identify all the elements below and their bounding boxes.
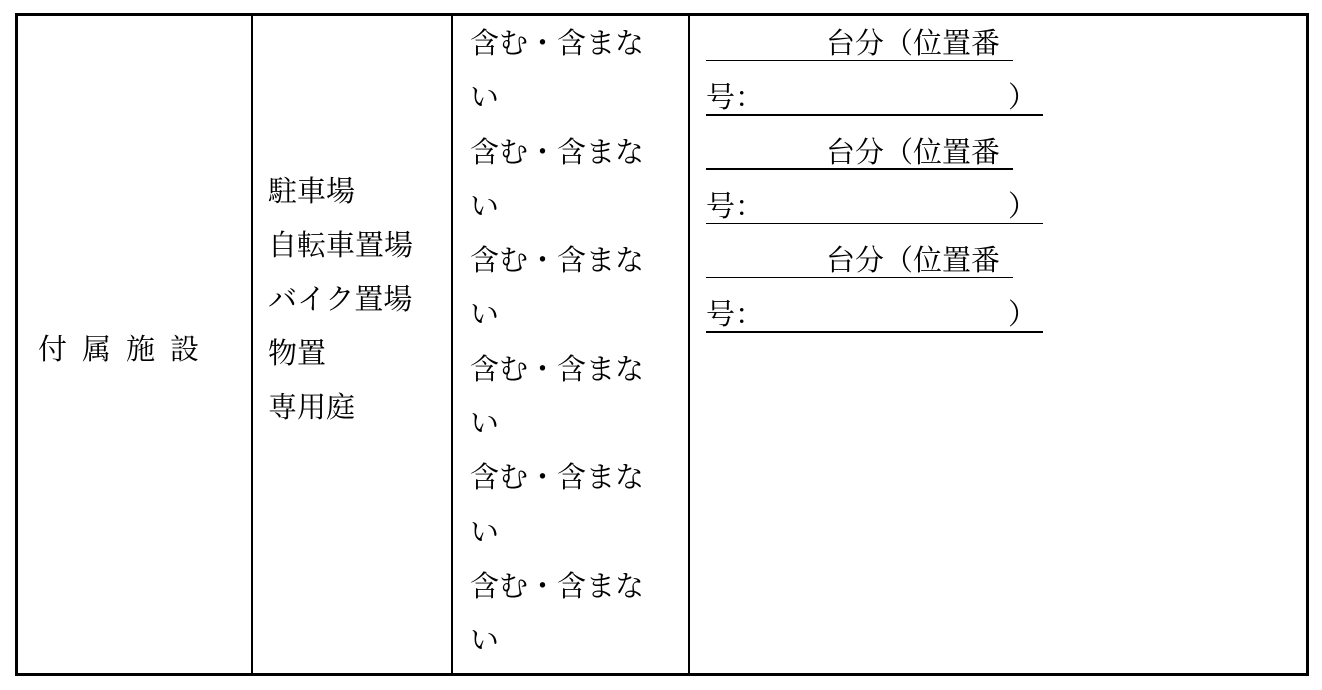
facility-item: 物置: [268, 336, 327, 370]
inclusion-option: 含む・含まな: [470, 243, 645, 278]
parking-space-list: [706, 16, 1043, 342]
position-number-field: [706, 287, 1043, 341]
space-count-field: [706, 16, 1043, 70]
inclusion-option: 含む・含まな: [470, 26, 645, 60]
close-paren: ）: [1007, 188, 1037, 223]
fill-in-underline: [706, 277, 1013, 279]
space-count-field: [706, 125, 1043, 179]
fill-in-underline: [706, 114, 1043, 116]
inclusion-option-wrap: い: [470, 623, 500, 658]
position-number-field: [706, 179, 1043, 233]
inclusion-option: 含む・含まな: [470, 351, 645, 386]
units-label: 台分（位置番: [826, 26, 1001, 60]
close-paren: ）: [1007, 80, 1037, 115]
fill-in-underline: [706, 60, 1013, 62]
space-count-field: [706, 233, 1043, 287]
inclusion-option: 含む・含まな: [470, 568, 645, 603]
fill-in-underline: [706, 331, 1043, 333]
column-divider-3: [688, 16, 690, 673]
inclusion-option-wrap: い: [470, 297, 500, 332]
position-number-label: 号：: [706, 188, 765, 223]
facility-item: バイク置場: [268, 282, 413, 316]
facility-item: 駐車場: [268, 174, 356, 208]
inclusion-option-wrap: い: [470, 514, 500, 549]
inclusion-option-list: [470, 16, 644, 668]
facility-item: 自転車置場: [268, 228, 414, 262]
inclusion-option-wrap: い: [470, 80, 500, 115]
position-number-field: [706, 70, 1043, 124]
section-label: 付属施設: [38, 332, 215, 366]
facility-item: 専用庭: [268, 390, 356, 424]
close-paren: ）: [1007, 297, 1037, 332]
units-label: 台分（位置番: [826, 243, 1001, 278]
inclusion-option: 含む・含まな: [470, 460, 645, 495]
facility-item-list: [268, 164, 413, 434]
fill-in-underline: [706, 223, 1043, 225]
inclusion-option-wrap: い: [470, 188, 500, 223]
facility-table: [15, 13, 1309, 676]
position-number-label: 号：: [706, 297, 765, 332]
column-divider-1: [251, 16, 253, 673]
inclusion-option-wrap: い: [470, 406, 500, 441]
fill-in-underline: [706, 168, 1013, 170]
units-label: 台分（位置番: [826, 134, 1001, 169]
inclusion-option: 含む・含まな: [470, 134, 645, 169]
column-divider-2: [451, 16, 453, 673]
position-number-label: 号：: [706, 80, 765, 115]
